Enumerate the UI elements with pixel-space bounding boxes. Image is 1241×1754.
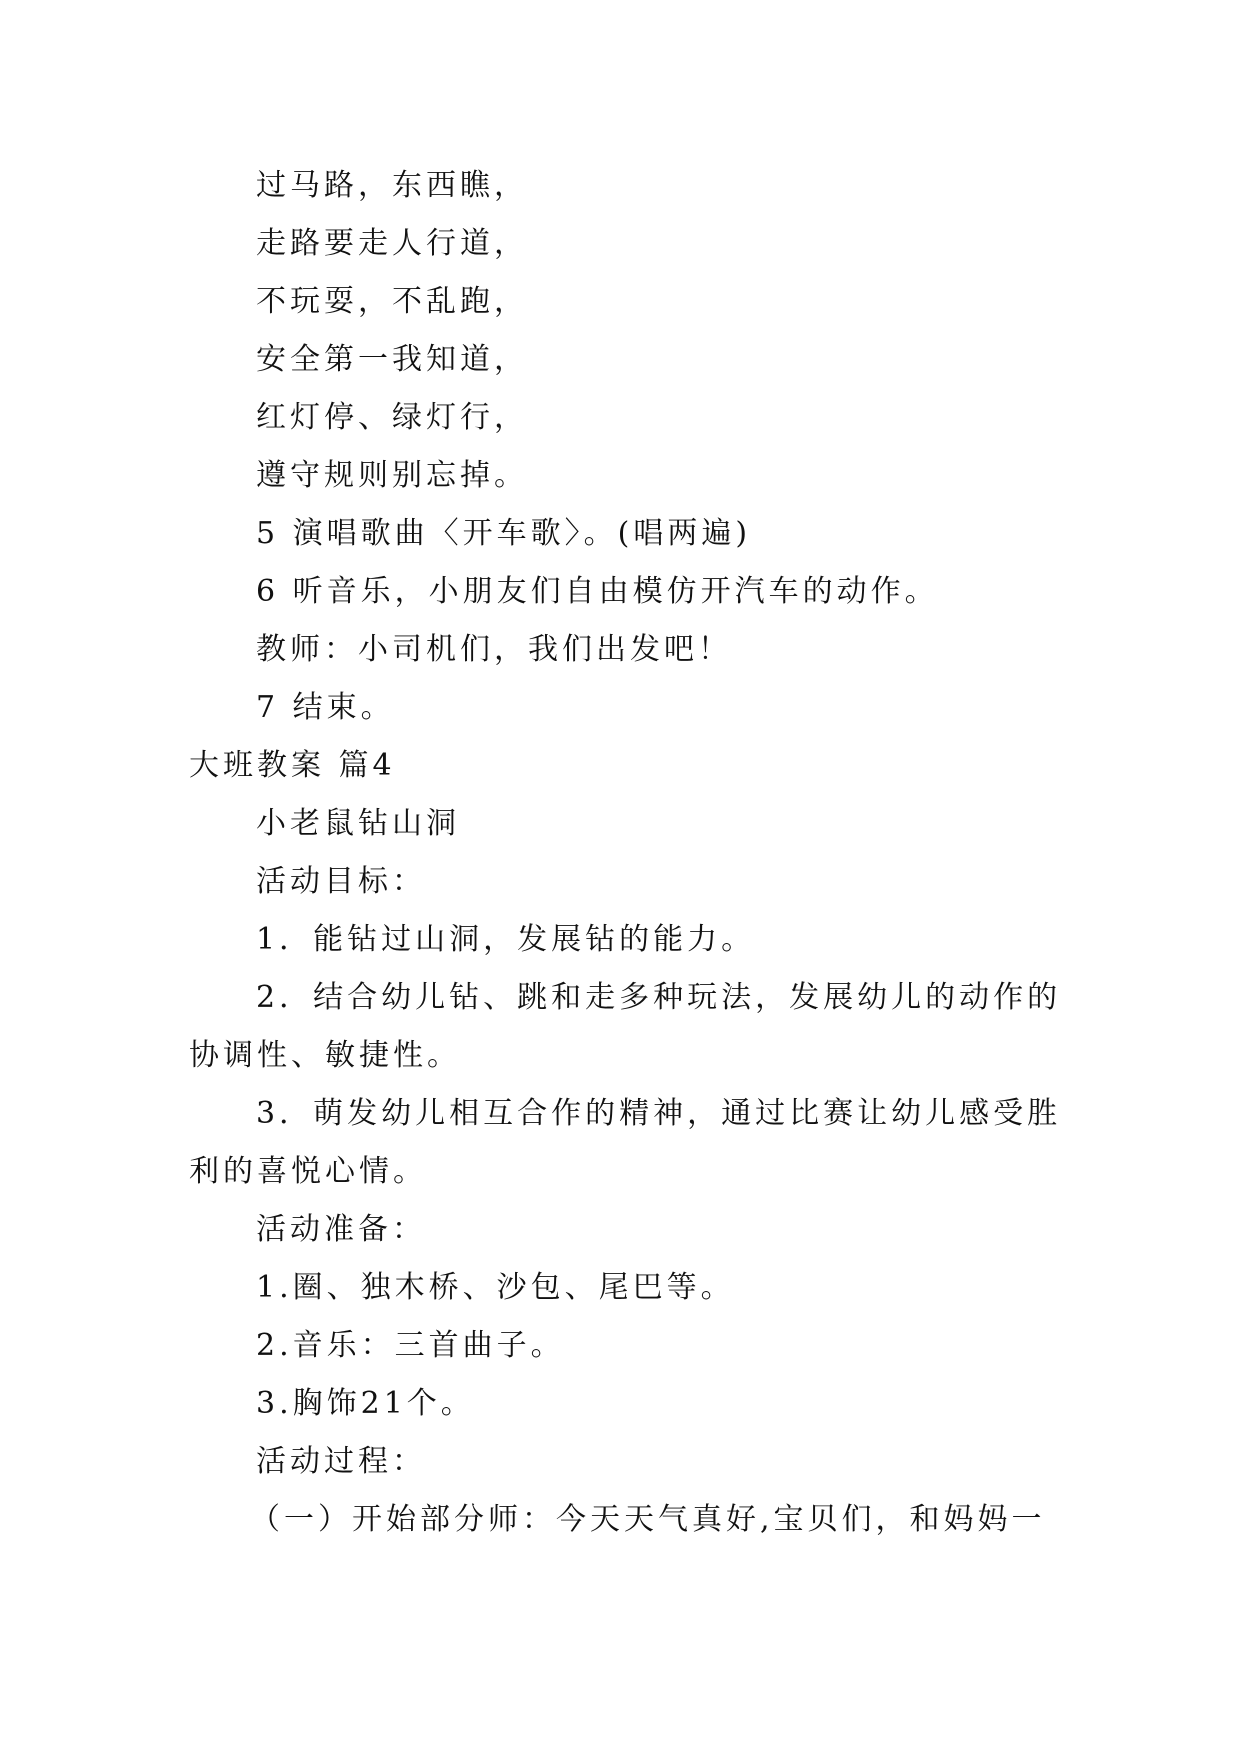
paragraph-line: 走路要走人行道，	[256, 226, 528, 261]
paragraph-line: 协调性、敏捷性。	[189, 1038, 461, 1073]
paragraph-line: 活动准备：	[256, 1212, 426, 1247]
paragraph-line: 教师：小司机们，我们出发吧！	[256, 632, 732, 667]
paragraph-line: 过马路，东西瞧，	[256, 168, 528, 203]
paragraph-line: 2．结合幼儿钻、跳和走多种玩法，发展幼儿的动作的	[256, 980, 1062, 1015]
paragraph-line: 红灯停、绿灯行，	[256, 400, 528, 435]
paragraph-line: 1．能钻过山洞，发展钻的能力。	[256, 922, 756, 957]
paragraph-line: 活动目标：	[256, 864, 426, 899]
paragraph-line: 6 听音乐，小朋友们自由模仿开汽车的动作。	[256, 574, 939, 609]
section-heading: 大班教案 篇4	[189, 748, 396, 783]
paragraph-line: 3.胸饰21个。	[256, 1386, 475, 1421]
paragraph-line: 5 演唱歌曲〈开车歌〉。(唱两遍)	[256, 516, 752, 551]
paragraph-line: 活动过程：	[256, 1444, 426, 1479]
paragraph-line: 不玩耍，不乱跑，	[256, 284, 528, 319]
paragraph-line: 安全第一我知道，	[256, 342, 528, 377]
paragraph-line: 1.圈、独木桥、沙包、尾巴等。	[256, 1270, 735, 1305]
paragraph-line: （一）开始部分师：今天天气真好,宝贝们，和妈妈一	[250, 1502, 1046, 1537]
paragraph-line: 3．萌发幼儿相互合作的精神，通过比赛让幼儿感受胜	[256, 1096, 1062, 1131]
paragraph-line: 遵守规则别忘掉。	[256, 458, 528, 493]
paragraph-line: 2.音乐：三首曲子。	[256, 1328, 565, 1363]
paragraph-line: 利的喜悦心情。	[189, 1154, 427, 1189]
paragraph-line: 7 结束。	[256, 690, 395, 725]
activity-title: 小老鼠钻山洞	[256, 806, 460, 841]
